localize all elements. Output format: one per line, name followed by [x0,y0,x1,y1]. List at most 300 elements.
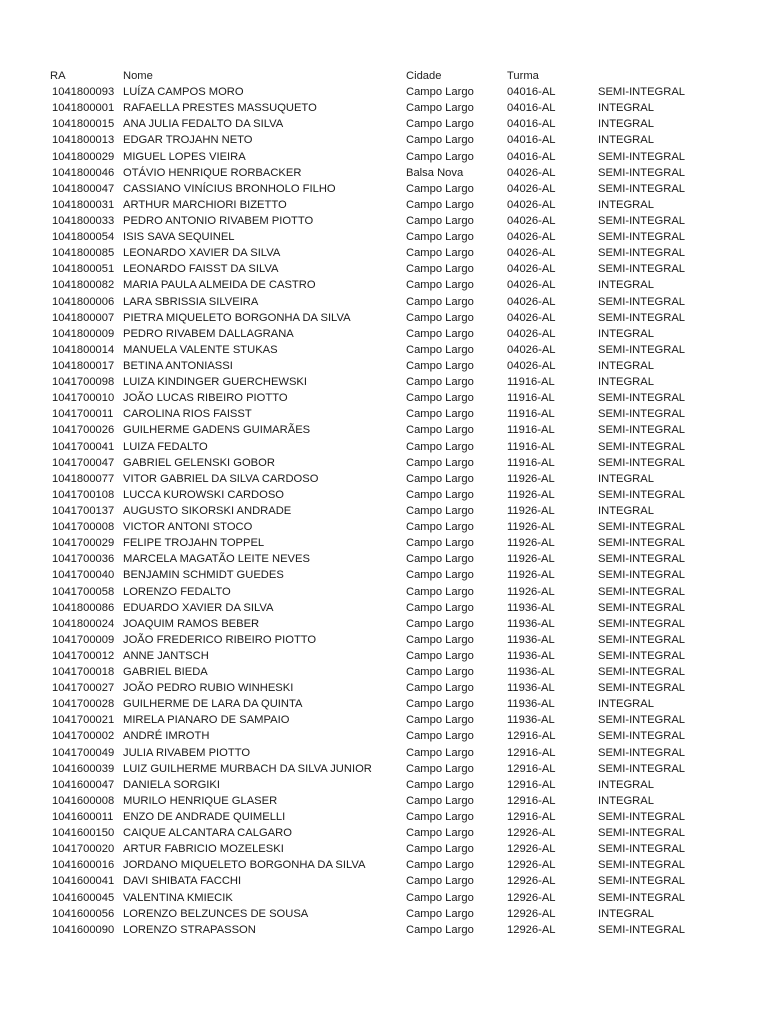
cell-turma: 04026-AL [507,311,556,324]
cell-cidade: Campo Largo [406,327,474,340]
cell-turma: 11936-AL [507,666,555,679]
table-row [0,422,768,438]
cell-ra: 1041800009 [52,327,115,340]
table-row [0,439,768,455]
cell-ra: 1041800017 [52,359,115,372]
cell-nome: ENZO DE ANDRADE QUIMELLI [123,811,286,824]
cell-turma: 12916-AL [507,811,556,824]
cell-cidade: Campo Largo [406,537,474,550]
cell-cidade: Campo Largo [406,827,474,840]
cell-nome: ISIS SAVA SEQUINEL [123,231,235,244]
cell-ra: 1041600016 [52,859,115,872]
table-row [0,374,768,390]
cell-nome: BENJAMIN SCHMIDT GUEDES [123,569,284,582]
table-row [0,680,768,696]
cell-cidade: Campo Largo [406,569,474,582]
cell-ra: 1041800007 [52,311,115,324]
table-row [0,857,768,873]
cell-ra: 1041700137 [52,504,115,517]
cell-tipo: INTEGRAL [598,472,654,485]
cell-nome: OTÁVIO HENRIQUE RORBACKER [123,166,302,179]
cell-tipo: SEMI-INTEGRAL [598,875,686,888]
cell-cidade: Campo Largo [406,392,474,405]
cell-tipo: SEMI-INTEGRAL [598,521,686,534]
cell-ra: 1041600039 [52,762,115,775]
cell-turma: 04026-AL [507,343,556,356]
cell-turma: 11916-AL [507,424,555,437]
cell-nome: VICTOR ANTONI STOCO [123,521,253,534]
cell-nome: CAIQUE ALCANTARA CALGARO [123,827,292,840]
cell-cidade: Campo Largo [406,311,474,324]
cell-nome: VITOR GABRIEL DA SILVA CARDOSO [123,472,319,485]
table-row [0,132,768,148]
cell-ra: 1041800086 [52,601,115,614]
cell-cidade: Campo Largo [406,730,474,743]
table-row [0,535,768,551]
cell-nome: MANUELA VALENTE STUKAS [123,343,278,356]
cell-cidade: Campo Largo [406,376,474,389]
cell-turma: 12916-AL [507,778,556,791]
cell-turma: 11916-AL [507,392,555,405]
cell-nome: ANA JULIA FEDALTO DA SILVA [123,118,284,131]
cell-ra: 1041700021 [52,714,115,727]
cell-cidade: Campo Largo [406,601,474,614]
table-row [0,664,768,680]
cell-turma: 12926-AL [507,907,556,920]
cell-ra: 1041800051 [52,263,115,276]
cell-turma: 11936-AL [507,682,555,695]
cell-tipo: INTEGRAL [598,198,654,211]
cell-tipo: SEMI-INTEGRAL [598,714,686,727]
cell-ra: 1041700010 [52,392,115,405]
table-row [0,793,768,809]
cell-tipo: SEMI-INTEGRAL [598,408,686,421]
table-row [0,551,768,567]
table-row [0,261,768,277]
cell-ra: 1041700020 [52,843,115,856]
cell-nome: GUILHERME GADENS GUIMARÃES [123,424,311,437]
cell-tipo: SEMI-INTEGRAL [598,843,686,856]
header-turma: Turma [507,70,539,82]
cell-turma: 11926-AL [507,553,555,566]
cell-tipo: SEMI-INTEGRAL [598,166,686,179]
table-row [0,922,768,938]
cell-turma: 11926-AL [507,585,555,598]
cell-nome: MIRELA PIANARO DE SAMPAIO [123,714,290,727]
cell-cidade: Campo Largo [406,182,474,195]
cell-turma: 11926-AL [507,488,555,501]
cell-cidade: Campo Largo [406,778,474,791]
cell-nome: JOAQUIM RAMOS BEBER [123,617,260,630]
cell-cidade: Campo Largo [406,923,474,936]
cell-cidade: Campo Largo [406,649,474,662]
cell-turma: 04026-AL [507,231,556,244]
cell-turma: 12926-AL [507,859,556,872]
table-row [0,84,768,100]
cell-ra: 1041600045 [52,891,115,904]
cell-turma: 11916-AL [507,456,555,469]
cell-ra: 1041700008 [52,521,115,534]
cell-cidade: Campo Largo [406,746,474,759]
cell-ra: 1041800031 [52,198,115,211]
table-row [0,213,768,229]
cell-cidade: Campo Largo [406,875,474,888]
table-header-row [0,68,768,84]
cell-ra: 1041700012 [52,649,115,662]
cell-turma: 04026-AL [507,359,556,372]
table-row [0,632,768,648]
cell-cidade: Campo Largo [406,762,474,775]
cell-ra: 1041800033 [52,214,115,227]
cell-ra: 1041800093 [52,86,115,99]
cell-nome: LUIZA KINDINGER GUERCHEWSKI [123,376,307,389]
cell-ra: 1041700108 [52,488,115,501]
cell-ra: 1041700027 [52,682,115,695]
cell-cidade: Campo Largo [406,811,474,824]
cell-turma: 04026-AL [507,247,556,260]
cell-tipo: SEMI-INTEGRAL [598,682,686,695]
cell-tipo: SEMI-INTEGRAL [598,923,686,936]
cell-nome: LEONARDO XAVIER DA SILVA [123,247,281,260]
cell-tipo: SEMI-INTEGRAL [598,649,686,662]
cell-cidade: Campo Largo [406,102,474,115]
cell-nome: LUCCA KUROWSKI CARDOSO [123,488,284,501]
cell-cidade: Campo Largo [406,907,474,920]
cell-turma: 11926-AL [507,569,555,582]
cell-cidade: Campo Largo [406,617,474,630]
cell-tipo: SEMI-INTEGRAL [598,231,686,244]
cell-turma: 04026-AL [507,214,556,227]
cell-cidade: Campo Largo [406,585,474,598]
cell-ra: 1041600090 [52,923,115,936]
table-row [0,567,768,583]
cell-cidade: Campo Largo [406,456,474,469]
table-row [0,326,768,342]
table-row [0,712,768,728]
cell-tipo: INTEGRAL [598,118,654,131]
cell-cidade: Campo Largo [406,279,474,292]
cell-cidade: Campo Largo [406,150,474,163]
cell-nome: LUÍZA CAMPOS MORO [123,86,244,99]
cell-cidade: Campo Largo [406,698,474,711]
table-row [0,648,768,664]
cell-cidade: Balsa Nova [406,166,464,179]
cell-nome: GUILHERME DE LARA DA QUINTA [123,698,303,711]
cell-tipo: SEMI-INTEGRAL [598,343,686,356]
cell-tipo: SEMI-INTEGRAL [598,730,686,743]
cell-ra: 1041600150 [52,827,115,840]
cell-tipo: SEMI-INTEGRAL [598,585,686,598]
cell-nome: LARA SBRISSIA SILVEIRA [123,295,259,308]
cell-nome: ARTUR FABRICIO MOZELESKI [123,843,284,856]
cell-cidade: Campo Largo [406,472,474,485]
cell-nome: JORDANO MIQUELETO BORGONHA DA SILVA [123,859,366,872]
cell-ra: 1041700028 [52,698,115,711]
cell-ra: 1041800024 [52,617,115,630]
cell-ra: 1041700011 [52,408,114,421]
cell-nome: PEDRO ANTONIO RIVABEM PIOTTO [123,214,314,227]
cell-tipo: SEMI-INTEGRAL [598,247,686,260]
cell-tipo: SEMI-INTEGRAL [598,214,686,227]
student-table [0,68,768,938]
cell-tipo: INTEGRAL [598,134,654,147]
cell-tipo: INTEGRAL [598,794,654,807]
table-row [0,487,768,503]
cell-tipo: INTEGRAL [598,327,654,340]
cell-tipo: INTEGRAL [598,102,654,115]
cell-ra: 1041700047 [52,456,115,469]
cell-tipo: SEMI-INTEGRAL [598,392,686,405]
cell-cidade: Campo Largo [406,794,474,807]
table-row [0,761,768,777]
cell-cidade: Campo Largo [406,343,474,356]
cell-turma: 11936-AL [507,601,555,614]
cell-tipo: SEMI-INTEGRAL [598,150,686,163]
table-row [0,503,768,519]
cell-cidade: Campo Largo [406,843,474,856]
table-row [0,777,768,793]
cell-nome: AUGUSTO SIKORSKI ANDRADE [123,504,292,517]
cell-tipo: SEMI-INTEGRAL [598,617,686,630]
table-row [0,906,768,922]
table-row [0,728,768,744]
table-row [0,825,768,841]
cell-turma: 04026-AL [507,295,556,308]
cell-ra: 1041800085 [52,247,115,260]
cell-turma: 11936-AL [507,649,555,662]
cell-cidade: Campo Largo [406,633,474,646]
cell-turma: 11936-AL [507,698,555,711]
cell-nome: RAFAELLA PRESTES MASSUQUETO [123,102,317,115]
cell-ra: 1041800077 [52,472,115,485]
cell-cidade: Campo Largo [406,859,474,872]
table-row [0,471,768,487]
cell-nome: MARCELA MAGATÃO LEITE NEVES [123,553,310,566]
cell-nome: LUIZ GUILHERME MURBACH DA SILVA JUNIOR [123,762,372,775]
cell-turma: 12916-AL [507,730,556,743]
cell-turma: 11926-AL [507,472,555,485]
cell-tipo: SEMI-INTEGRAL [598,601,686,614]
cell-ra: 1041600011 [52,811,114,824]
cell-tipo: INTEGRAL [598,778,654,791]
table-row [0,809,768,825]
cell-turma: 04026-AL [507,182,556,195]
cell-cidade: Campo Largo [406,247,474,260]
table-row [0,600,768,616]
cell-ra: 1041600008 [52,794,115,807]
cell-cidade: Campo Largo [406,214,474,227]
header-nome: Nome [123,70,153,82]
cell-turma: 11916-AL [507,440,555,453]
cell-tipo: SEMI-INTEGRAL [598,762,686,775]
cell-ra: 1041700036 [52,553,115,566]
cell-ra: 1041800014 [52,343,115,356]
cell-ra: 1041800029 [52,150,115,163]
cell-nome: DAVI SHIBATA FACCHI [123,875,242,888]
cell-tipo: SEMI-INTEGRAL [598,859,686,872]
cell-tipo: SEMI-INTEGRAL [598,440,686,453]
cell-ra: 1041700049 [52,746,115,759]
cell-nome: ANDRÉ IMROTH [123,730,210,743]
table-row [0,229,768,245]
cell-tipo: SEMI-INTEGRAL [598,86,686,99]
cell-ra: 1041700040 [52,569,115,582]
cell-cidade: Campo Largo [406,504,474,517]
cell-cidade: Campo Largo [406,408,474,421]
cell-cidade: Campo Largo [406,295,474,308]
cell-turma: 04016-AL [507,150,556,163]
cell-nome: GABRIEL GELENSKI GOBOR [123,456,275,469]
cell-cidade: Campo Largo [406,553,474,566]
header-cidade: Cidade [406,70,442,82]
cell-nome: LUIZA FEDALTO [123,440,208,453]
cell-nome: CASSIANO VINÍCIUS BRONHOLO FILHO [123,182,336,195]
cell-nome: LORENZO FEDALTO [123,585,231,598]
cell-cidade: Campo Largo [406,891,474,904]
cell-nome: PEDRO RIVABEM DALLAGRANA [123,327,294,340]
table-row [0,584,768,600]
table-row [0,197,768,213]
cell-nome: LEONARDO FAISST DA SILVA [123,263,279,276]
cell-nome: GABRIEL BIEDA [123,666,208,679]
cell-tipo: SEMI-INTEGRAL [598,553,686,566]
cell-turma: 12926-AL [507,843,556,856]
cell-nome: JOÃO LUCAS RIBEIRO PIOTTO [123,392,288,405]
cell-turma: 11926-AL [507,537,555,550]
cell-ra: 1041700002 [52,730,115,743]
cell-tipo: SEMI-INTEGRAL [598,182,686,195]
cell-cidade: Campo Largo [406,86,474,99]
cell-ra: 1041800047 [52,182,115,195]
cell-ra: 1041800013 [52,134,115,147]
table-row [0,890,768,906]
table-row [0,100,768,116]
cell-turma: 11926-AL [507,504,555,517]
cell-turma: 11926-AL [507,521,555,534]
cell-tipo: SEMI-INTEGRAL [598,424,686,437]
cell-ra: 1041600047 [52,778,115,791]
cell-turma: 04026-AL [507,166,556,179]
cell-turma: 11936-AL [507,617,555,630]
cell-cidade: Campo Largo [406,424,474,437]
table-row [0,841,768,857]
table-row [0,358,768,374]
cell-nome: JOÃO PEDRO RUBIO WINHESKI [123,682,294,695]
cell-nome: MIGUEL LOPES VIEIRA [123,150,246,163]
cell-tipo: SEMI-INTEGRAL [598,488,686,501]
cell-cidade: Campo Largo [406,134,474,147]
cell-turma: 12926-AL [507,891,556,904]
table-row [0,342,768,358]
table-row [0,390,768,406]
table-row [0,245,768,261]
cell-nome: BETINA ANTONIASSI [123,359,233,372]
cell-nome: CAROLINA RIOS FAISST [123,408,252,421]
table-row [0,149,768,165]
cell-tipo: INTEGRAL [598,504,654,517]
cell-ra: 1041800082 [52,279,115,292]
cell-tipo: SEMI-INTEGRAL [598,746,686,759]
cell-cidade: Campo Largo [406,682,474,695]
cell-tipo: INTEGRAL [598,376,654,389]
cell-cidade: Campo Largo [406,198,474,211]
cell-tipo: SEMI-INTEGRAL [598,456,686,469]
cell-turma: 04016-AL [507,102,556,115]
cell-tipo: SEMI-INTEGRAL [598,891,686,904]
table-row [0,873,768,889]
cell-turma: 12926-AL [507,923,556,936]
cell-turma: 12916-AL [507,746,556,759]
cell-nome: MURILO HENRIQUE GLASER [123,794,278,807]
table-row [0,181,768,197]
cell-ra: 1041700098 [52,376,115,389]
cell-ra: 1041700018 [52,666,115,679]
cell-nome: DANIELA SORGIKI [123,778,220,791]
cell-turma: 11936-AL [507,633,555,646]
cell-cidade: Campo Largo [406,231,474,244]
cell-ra: 1041700026 [52,424,115,437]
cell-turma: 04026-AL [507,263,556,276]
cell-tipo: INTEGRAL [598,359,654,372]
cell-tipo: SEMI-INTEGRAL [598,569,686,582]
cell-tipo: INTEGRAL [598,698,654,711]
cell-tipo: SEMI-INTEGRAL [598,633,686,646]
cell-turma: 04026-AL [507,198,556,211]
cell-nome: JULIA RIVABEM PIOTTO [123,746,251,759]
cell-turma: 04016-AL [507,134,556,147]
cell-turma: 12926-AL [507,827,556,840]
table-body [0,84,768,938]
cell-ra: 1041700009 [52,633,115,646]
cell-tipo: SEMI-INTEGRAL [598,311,686,324]
cell-nome: PIETRA MIQUELETO BORGONHA DA SILVA [123,311,351,324]
cell-cidade: Campo Largo [406,359,474,372]
cell-ra: 1041600056 [52,907,115,920]
cell-tipo: INTEGRAL [598,279,654,292]
cell-nome: VALENTINA KMIECIK [123,891,233,904]
cell-cidade: Campo Largo [406,666,474,679]
cell-tipo: SEMI-INTEGRAL [598,537,686,550]
cell-ra: 1041800015 [52,118,115,131]
cell-turma: 12926-AL [507,875,556,888]
table-row [0,455,768,471]
cell-cidade: Campo Largo [406,263,474,276]
cell-turma: 12916-AL [507,762,556,775]
table-row [0,277,768,293]
table-row [0,294,768,310]
cell-turma: 04026-AL [507,327,556,340]
cell-turma: 04016-AL [507,86,556,99]
cell-tipo: SEMI-INTEGRAL [598,263,686,276]
cell-turma: 11916-AL [507,408,555,421]
cell-turma: 11936-AL [507,714,555,727]
cell-nome: MARIA PAULA ALMEIDA DE CASTRO [123,279,316,292]
cell-tipo: SEMI-INTEGRAL [598,666,686,679]
cell-turma: 11916-AL [507,376,555,389]
cell-ra: 1041700058 [52,585,115,598]
cell-nome: JOÃO FREDERICO RIBEIRO PIOTTO [123,633,317,646]
cell-ra: 1041800046 [52,166,115,179]
table-row [0,616,768,632]
cell-turma: 04016-AL [507,118,556,131]
cell-nome: ANNE JANTSCH [123,649,209,662]
cell-turma: 04026-AL [507,279,556,292]
cell-ra: 1041600041 [52,875,115,888]
cell-cidade: Campo Largo [406,440,474,453]
cell-cidade: Campo Largo [406,488,474,501]
table-row [0,310,768,326]
cell-nome: EDUARDO XAVIER DA SILVA [123,601,274,614]
